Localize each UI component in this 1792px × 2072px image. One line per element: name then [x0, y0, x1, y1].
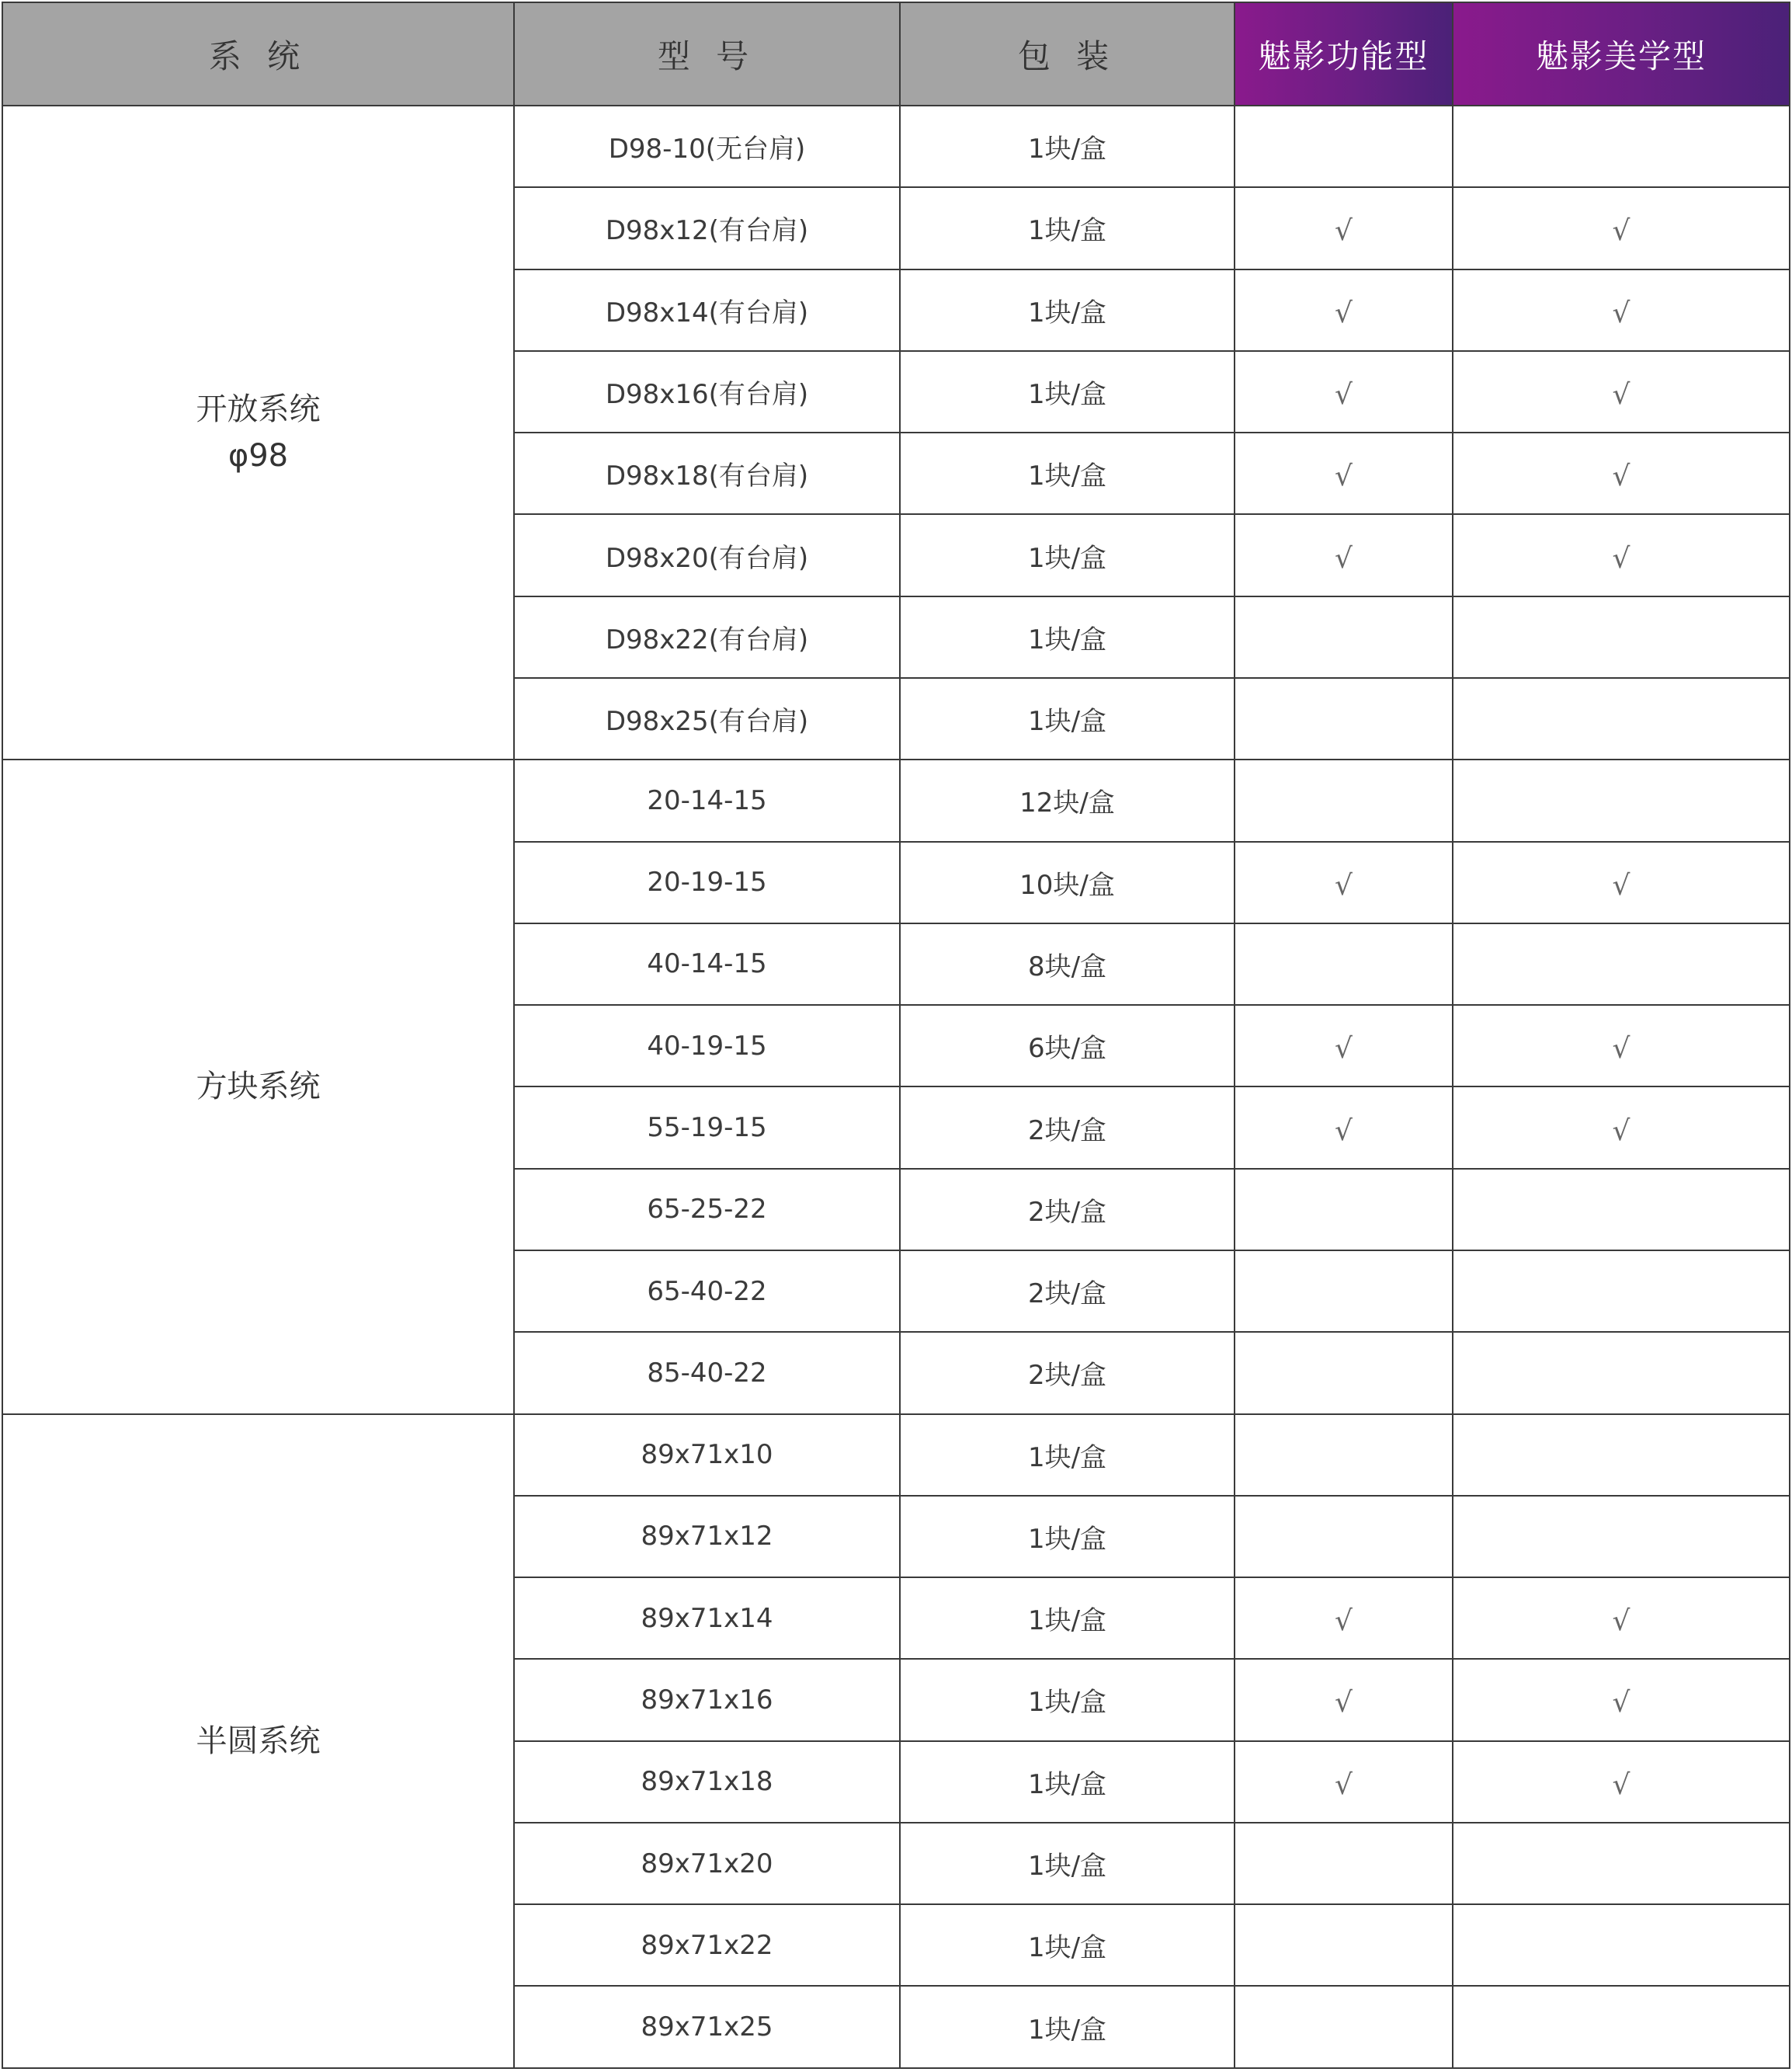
package-cell: 1块/盒: [900, 1823, 1235, 1904]
func-type-cell: [1235, 1577, 1453, 1659]
check-icon: √: [1612, 461, 1631, 493]
product-spec-table: [2, 2, 1790, 2069]
aesthetic-type-cell: [1453, 269, 1790, 351]
package-cell: 1块/盒: [900, 1904, 1235, 1986]
aesthetic-type-cell: [1453, 760, 1790, 841]
package-cell: 12块/盒: [900, 760, 1235, 841]
check-icon: √: [1612, 215, 1631, 248]
package-cell: 2块/盒: [900, 1169, 1235, 1250]
system-name: 半圆系统: [196, 1723, 321, 1759]
model-cell: 20-14-15: [514, 760, 900, 841]
package-cell: 1块/盒: [900, 596, 1235, 678]
func-type-cell: [1235, 678, 1453, 760]
header-package: 包 装: [900, 2, 1235, 106]
table-row: [2, 1414, 1790, 1496]
header-row: [2, 2, 1790, 106]
table-row: [2, 760, 1790, 841]
aesthetic-type-cell: [1453, 1332, 1790, 1413]
system-group-cell: [2, 760, 514, 1413]
package-cell: 1块/盒: [900, 514, 1235, 596]
aesthetic-type-cell: [1453, 1986, 1790, 2068]
func-type-cell: [1235, 1741, 1453, 1823]
check-icon: √: [1612, 1605, 1631, 1638]
func-type-cell: [1235, 187, 1453, 269]
model-cell: 89x71x25: [514, 1986, 900, 2068]
package-cell: 1块/盒: [900, 187, 1235, 269]
aesthetic-type-cell: [1453, 1250, 1790, 1332]
check-icon: √: [1335, 1768, 1353, 1801]
func-type-cell: [1235, 1823, 1453, 1904]
aesthetic-type-cell: [1453, 187, 1790, 269]
check-icon: √: [1612, 869, 1631, 902]
package-cell: 6块/盒: [900, 1005, 1235, 1086]
func-type-cell: [1235, 1332, 1453, 1413]
model-cell: 89x71x12: [514, 1496, 900, 1577]
package-cell: 1块/盒: [900, 1577, 1235, 1659]
aesthetic-type-cell: [1453, 1414, 1790, 1496]
package-cell: 2块/盒: [900, 1086, 1235, 1168]
aesthetic-type-cell: [1453, 923, 1790, 1005]
header-system: 系 统: [2, 2, 514, 106]
func-type-cell: [1235, 596, 1453, 678]
package-cell: 1块/盒: [900, 1414, 1235, 1496]
model-cell: 40-14-15: [514, 923, 900, 1005]
model-cell: 65-25-22: [514, 1169, 900, 1250]
func-type-cell: [1235, 842, 1453, 923]
check-icon: √: [1335, 1114, 1353, 1147]
aesthetic-type-cell: [1453, 1005, 1790, 1086]
table-row: [2, 106, 1790, 187]
check-icon: √: [1612, 542, 1631, 575]
package-cell: 2块/盒: [900, 1250, 1235, 1332]
aesthetic-type-cell: [1453, 351, 1790, 433]
func-type-cell: [1235, 1250, 1453, 1332]
check-icon: √: [1612, 1768, 1631, 1801]
func-type-cell: [1235, 106, 1453, 187]
model-cell: 89x71x22: [514, 1904, 900, 1986]
func-type-cell: [1235, 923, 1453, 1005]
check-icon: √: [1335, 869, 1353, 902]
system-group-cell: [2, 1414, 514, 2069]
aesthetic-type-cell: [1453, 1904, 1790, 1986]
check-icon: √: [1335, 1605, 1353, 1638]
func-type-cell: [1235, 1005, 1453, 1086]
model-cell: D98x16(有台肩): [514, 351, 900, 433]
aesthetic-type-cell: [1453, 1086, 1790, 1168]
model-cell: D98-10(无台肩): [514, 106, 900, 187]
check-icon: √: [1612, 297, 1631, 329]
system-name: 开放系统: [196, 391, 321, 428]
package-cell: 1块/盒: [900, 1659, 1235, 1740]
header-model: 型 号: [514, 2, 900, 106]
package-cell: 1块/盒: [900, 678, 1235, 760]
header-func-type: 魅影功能型: [1235, 2, 1453, 106]
package-cell: 1块/盒: [900, 1986, 1235, 2068]
model-cell: D98x22(有台肩): [514, 596, 900, 678]
check-icon: √: [1612, 378, 1631, 411]
system-name: 方块系统: [196, 1069, 321, 1105]
aesthetic-type-cell: [1453, 1659, 1790, 1740]
check-icon: √: [1335, 1033, 1353, 1066]
table-body: [2, 106, 1790, 2068]
aesthetic-type-cell: [1453, 842, 1790, 923]
model-cell: 85-40-22: [514, 1332, 900, 1413]
func-type-cell: [1235, 351, 1453, 433]
check-icon: √: [1335, 378, 1353, 411]
aesthetic-type-cell: [1453, 433, 1790, 514]
package-cell: 1块/盒: [900, 433, 1235, 514]
model-cell: 89x71x10: [514, 1414, 900, 1496]
package-cell: 1块/盒: [900, 1741, 1235, 1823]
aesthetic-type-cell: [1453, 1169, 1790, 1250]
check-icon: √: [1335, 297, 1353, 329]
aesthetic-type-cell: [1453, 1741, 1790, 1823]
check-icon: √: [1612, 1687, 1631, 1719]
check-icon: √: [1335, 542, 1353, 575]
func-type-cell: [1235, 269, 1453, 351]
system-group-cell: [2, 106, 514, 760]
check-icon: √: [1335, 1687, 1353, 1719]
package-cell: 1块/盒: [900, 106, 1235, 187]
check-icon: √: [1612, 1114, 1631, 1147]
system-diameter: φ98: [227, 438, 289, 475]
func-type-cell: [1235, 1986, 1453, 2068]
aesthetic-type-cell: [1453, 1577, 1790, 1659]
func-type-cell: [1235, 1496, 1453, 1577]
model-cell: D98x12(有台肩): [514, 187, 900, 269]
aesthetic-type-cell: [1453, 596, 1790, 678]
func-type-cell: [1235, 514, 1453, 596]
model-cell: 40-19-15: [514, 1005, 900, 1086]
func-type-cell: [1235, 1659, 1453, 1740]
aesthetic-type-cell: [1453, 1496, 1790, 1577]
package-cell: 1块/盒: [900, 269, 1235, 351]
func-type-cell: [1235, 1169, 1453, 1250]
func-type-cell: [1235, 760, 1453, 841]
aesthetic-type-cell: [1453, 1823, 1790, 1904]
model-cell: 65-40-22: [514, 1250, 900, 1332]
func-type-cell: [1235, 433, 1453, 514]
model-cell: 20-19-15: [514, 842, 900, 923]
package-cell: 1块/盒: [900, 1496, 1235, 1577]
func-type-cell: [1235, 1086, 1453, 1168]
model-cell: D98x25(有台肩): [514, 678, 900, 760]
check-icon: √: [1612, 1033, 1631, 1066]
model-cell: 89x71x18: [514, 1741, 900, 1823]
aesthetic-type-cell: [1453, 106, 1790, 187]
model-cell: D98x20(有台肩): [514, 514, 900, 596]
model-cell: D98x18(有台肩): [514, 433, 900, 514]
aesthetic-type-cell: [1453, 678, 1790, 760]
model-cell: 89x71x14: [514, 1577, 900, 1659]
model-cell: 89x71x20: [514, 1823, 900, 1904]
model-cell: D98x14(有台肩): [514, 269, 900, 351]
header-aesthetic-type: 魅影美学型: [1453, 2, 1790, 106]
check-icon: √: [1335, 215, 1353, 248]
package-cell: 2块/盒: [900, 1332, 1235, 1413]
aesthetic-type-cell: [1453, 514, 1790, 596]
package-cell: 8块/盒: [900, 923, 1235, 1005]
package-cell: 10块/盒: [900, 842, 1235, 923]
check-icon: √: [1335, 461, 1353, 493]
model-cell: 55-19-15: [514, 1086, 900, 1168]
model-cell: 89x71x16: [514, 1659, 900, 1740]
func-type-cell: [1235, 1904, 1453, 1986]
func-type-cell: [1235, 1414, 1453, 1496]
package-cell: 1块/盒: [900, 351, 1235, 433]
